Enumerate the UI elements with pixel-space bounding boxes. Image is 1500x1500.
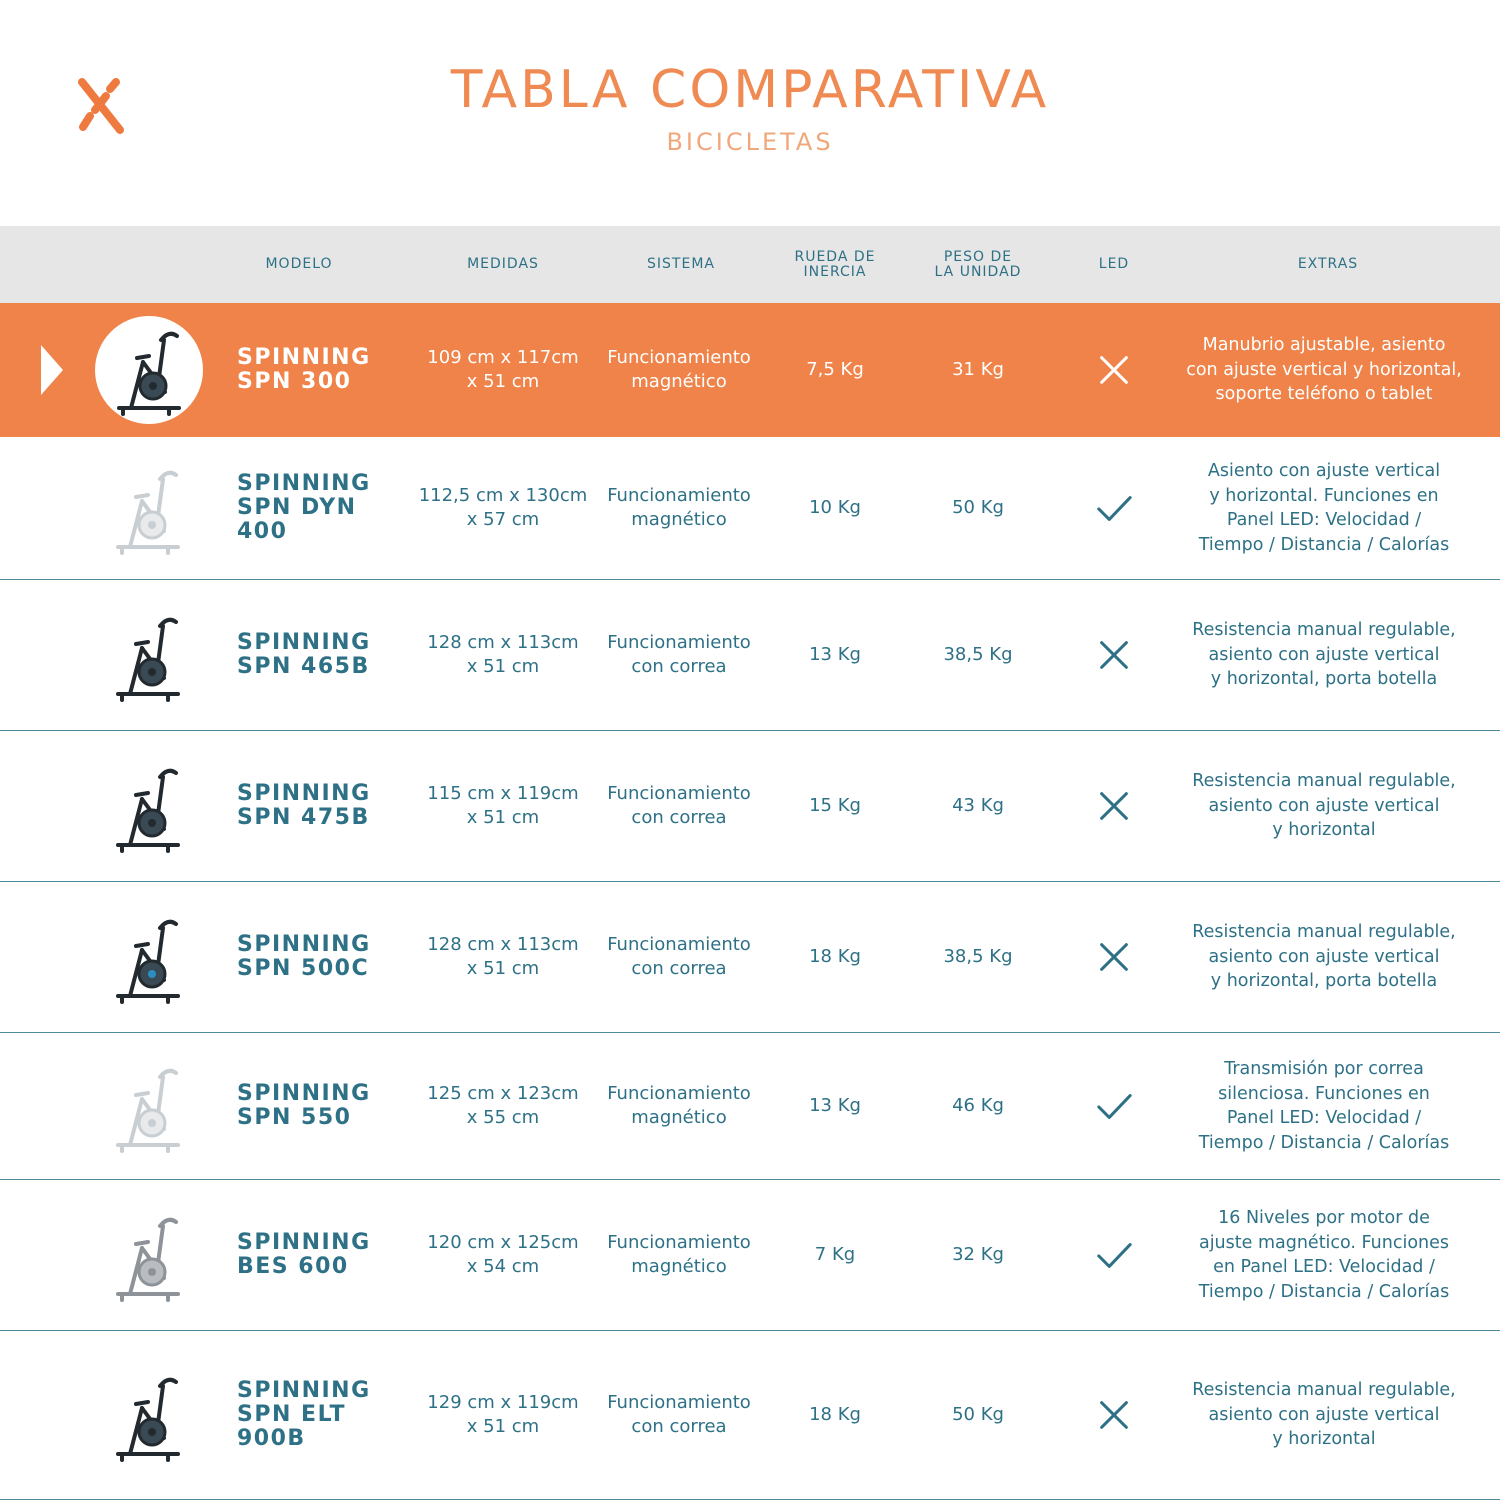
- col-led: LED: [1098, 256, 1130, 272]
- bike-thumbnail: [108, 908, 188, 1008]
- table-row[interactable]: [0, 1180, 1500, 1331]
- bike-thumbnail: [108, 606, 188, 706]
- cell-medidas: 125 cm x 123cm x 55 cm: [427, 1083, 579, 1128]
- cell-modelo: SPINNING SPN DYN 400: [237, 471, 371, 544]
- cell-extras: Resistencia manual regulable, asiento con ajuste vertical y horizontal, porta botella: [1192, 922, 1456, 992]
- led-cross-icon: [1064, 580, 1164, 730]
- cell-extras: Resistencia manual regulable, asiento con ajuste vertical y horizontal: [1192, 771, 1456, 841]
- cell-rueda: 15 Kg: [809, 795, 861, 816]
- led-check-icon: [1064, 1180, 1164, 1330]
- cell-sistema: Funcionamiento magnético: [607, 485, 751, 530]
- page-title: TABLA COMPARATIVA: [450, 60, 1050, 120]
- cell-sistema: Funcionamiento con correa: [607, 934, 751, 979]
- cell-modelo: SPINNING SPN ELT 900B: [237, 1378, 371, 1451]
- cell-extras: Manubrio ajustable, asiento con ajuste vertical y horizontal, soporte teléfono o tablet: [1186, 335, 1462, 405]
- cell-medidas: 128 cm x 113cm x 51 cm: [427, 934, 579, 979]
- cell-rueda: 18 Kg: [809, 946, 861, 967]
- cell-peso: 38,5 Kg: [943, 946, 1013, 967]
- cell-extras: Transmisión por correa silenciosa. Funciones en Panel LED: Velocidad / Tiempo / Distancia / Calorías: [1198, 1059, 1450, 1153]
- cell-modelo: SPINNING SPN 550: [237, 1081, 371, 1130]
- cell-rueda: 18 Kg: [809, 1404, 861, 1425]
- bike-thumbnail: [95, 316, 203, 424]
- cell-peso: 50 Kg: [952, 497, 1004, 518]
- cell-rueda: 10 Kg: [809, 497, 861, 518]
- table-row[interactable]: [0, 882, 1500, 1033]
- cell-peso: 38,5 Kg: [943, 644, 1013, 665]
- table-row[interactable]: [0, 731, 1500, 882]
- col-modelo: MODELO: [265, 256, 333, 272]
- table-row[interactable]: [0, 580, 1500, 731]
- table-row[interactable]: [0, 437, 1500, 580]
- cell-modelo: SPINNING SPN 500C: [237, 932, 371, 981]
- cell-medidas: 128 cm x 113cm x 51 cm: [427, 632, 579, 677]
- led-check-icon: [1064, 437, 1164, 579]
- cell-extras: Resistencia manual regulable, asiento con ajuste vertical y horizontal: [1192, 1380, 1456, 1450]
- cell-medidas: 120 cm x 125cm x 54 cm: [427, 1232, 579, 1277]
- table-row[interactable]: [0, 1331, 1500, 1500]
- cell-peso: 43 Kg: [952, 795, 1004, 816]
- cell-sistema: Funcionamiento con correa: [607, 783, 751, 828]
- bike-thumbnail: [108, 1206, 188, 1306]
- cell-peso: 31 Kg: [952, 359, 1004, 380]
- cell-peso: 50 Kg: [952, 1404, 1004, 1425]
- cell-modelo: SPINNING SPN 475B: [237, 781, 371, 830]
- led-cross-icon: [1064, 731, 1164, 881]
- cell-modelo: SPINNING BES 600: [237, 1230, 371, 1279]
- table-header: [0, 226, 1500, 303]
- cell-modelo: SPINNING SPN 300: [237, 345, 371, 394]
- cell-rueda: 13 Kg: [809, 644, 861, 665]
- cell-sistema: Funcionamiento con correa: [607, 1392, 751, 1437]
- cell-medidas: 129 cm x 119cm x 51 cm: [427, 1392, 579, 1437]
- cell-extras: Resistencia manual regulable, asiento con ajuste vertical y horizontal, porta botella: [1192, 620, 1456, 690]
- cell-extras: Asiento con ajuste vertical y horizontal. Funciones en Panel LED: Velocidad / Tiempo / Distancia / Calorías: [1198, 461, 1450, 555]
- led-cross-icon: [1064, 1331, 1164, 1499]
- led-check-icon: [1064, 1033, 1164, 1179]
- cell-sistema: Funcionamiento magnético: [607, 1083, 751, 1128]
- bike-thumbnail: [108, 1057, 188, 1157]
- selected-pointer-icon: [41, 345, 63, 395]
- page-subtitle: BICICLETAS: [666, 128, 834, 156]
- cell-sistema: Funcionamiento con correa: [607, 632, 751, 677]
- cell-medidas: 115 cm x 119cm x 51 cm: [427, 783, 579, 828]
- bike-thumbnail: [108, 459, 188, 559]
- bike-thumbnail: [108, 757, 188, 857]
- cell-peso: 46 Kg: [952, 1095, 1004, 1116]
- cell-sistema: Funcionamiento magnético: [607, 1232, 751, 1277]
- col-medidas: MEDIDAS: [467, 256, 539, 272]
- col-rueda: RUEDA DE INERCIA: [794, 248, 876, 280]
- cell-modelo: SPINNING SPN 465B: [237, 630, 371, 679]
- led-cross-icon: [1064, 882, 1164, 1032]
- cell-medidas: 109 cm x 117cm x 51 cm: [427, 347, 579, 392]
- cell-medidas: 112,5 cm x 130cm x 57 cm: [418, 485, 588, 530]
- col-peso: PESO DE LA UNIDAD: [934, 248, 1022, 280]
- bike-thumbnail: [108, 1366, 188, 1466]
- cell-peso: 32 Kg: [952, 1244, 1004, 1265]
- cell-sistema: Funcionamiento magnético: [607, 347, 751, 392]
- table-row[interactable]: [0, 1033, 1500, 1180]
- cell-extras: 16 Niveles por motor de ajuste magnético. Funciones en Panel LED: Velocidad / Tiempo / Distancia / Calorías: [1198, 1208, 1450, 1302]
- cell-rueda: 7 Kg: [814, 1244, 856, 1265]
- led-cross-icon: [1064, 303, 1164, 437]
- col-sistema: SISTEMA: [647, 256, 715, 272]
- cell-rueda: 13 Kg: [809, 1095, 861, 1116]
- table-row-selected[interactable]: [0, 303, 1500, 437]
- col-extras: EXTRAS: [1297, 256, 1359, 272]
- cell-rueda: 7,5 Kg: [806, 359, 864, 380]
